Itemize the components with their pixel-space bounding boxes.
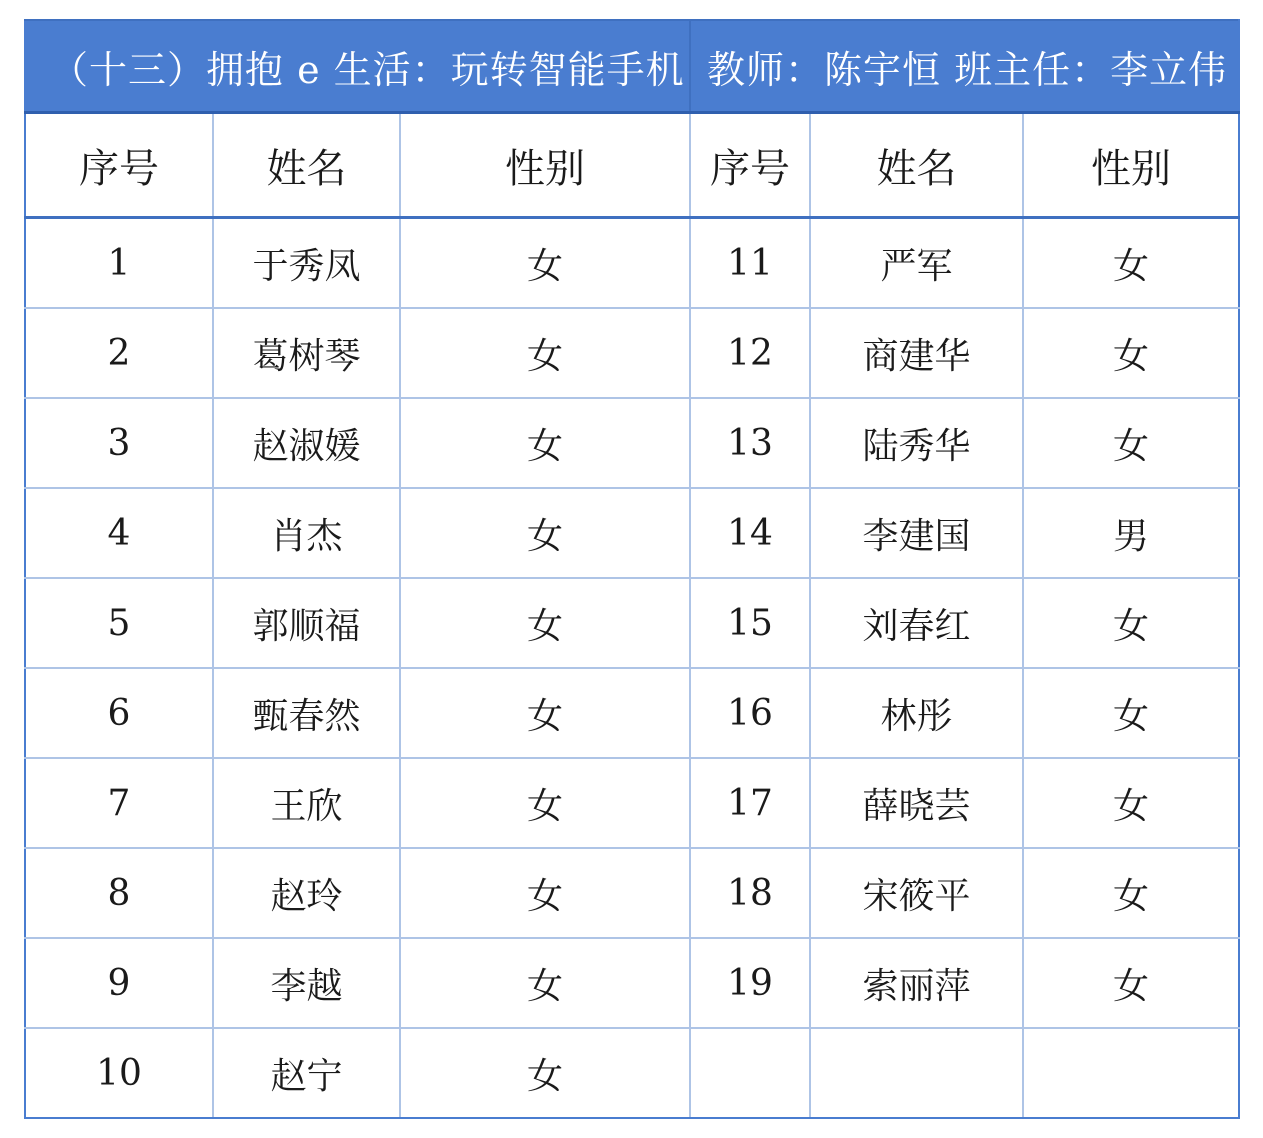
student-gender: 女: [1023, 398, 1239, 488]
student-gender: 女: [1023, 848, 1239, 938]
student-name: 李建国: [810, 488, 1023, 578]
student-name: 赵玲: [213, 848, 400, 938]
student-name: 赵淑媛: [213, 398, 400, 488]
student-name: 林彤: [810, 668, 1023, 758]
column-header-number: 序号: [25, 113, 213, 218]
student-name: 刘春红: [810, 578, 1023, 668]
title-row: [25, 20, 1239, 113]
staff-info: 教师：陈宇恒 班主任：李立伟: [690, 20, 1239, 113]
table-row: [25, 758, 1239, 848]
table-row: [25, 488, 1239, 578]
student-name: 肖杰: [213, 488, 400, 578]
student-name: 于秀凤: [213, 218, 400, 309]
student-gender: 女: [400, 488, 690, 578]
table-row: [25, 218, 1239, 309]
student-name: 葛树琴: [213, 308, 400, 398]
column-header-row: [25, 113, 1239, 218]
student-name: 甄春然: [213, 668, 400, 758]
student-gender: 女: [400, 848, 690, 938]
student-gender: 女: [1023, 758, 1239, 848]
student-number: 19: [690, 938, 810, 1028]
column-header-number: 序号: [690, 113, 810, 218]
student-number: 7: [25, 758, 213, 848]
student-gender: 男: [1023, 488, 1239, 578]
student-number: 9: [25, 938, 213, 1028]
student-name: 李越: [213, 938, 400, 1028]
student-number: 16: [690, 668, 810, 758]
student-gender: 女: [400, 218, 690, 309]
student-number: 8: [25, 848, 213, 938]
column-header-gender: 性别: [400, 113, 690, 218]
empty-cell: [690, 1028, 810, 1118]
empty-cell: [1023, 1028, 1239, 1118]
table-row: [25, 848, 1239, 938]
table-row: [25, 308, 1239, 398]
student-number: 11: [690, 218, 810, 309]
student-name: 薛晓芸: [810, 758, 1023, 848]
student-number: 17: [690, 758, 810, 848]
student-number: 1: [25, 218, 213, 309]
student-roster-table: [24, 19, 1240, 1119]
table-row: [25, 398, 1239, 488]
student-number: 15: [690, 578, 810, 668]
student-gender: 女: [1023, 938, 1239, 1028]
student-gender: 女: [400, 1028, 690, 1118]
student-name: 严军: [810, 218, 1023, 309]
student-name: 商建华: [810, 308, 1023, 398]
student-gender: 女: [400, 668, 690, 758]
student-gender: 女: [400, 758, 690, 848]
student-gender: 女: [400, 308, 690, 398]
student-gender: 女: [400, 398, 690, 488]
student-gender: 女: [1023, 578, 1239, 668]
student-number: 13: [690, 398, 810, 488]
student-number: 10: [25, 1028, 213, 1118]
table-row: [25, 668, 1239, 758]
table-row: [25, 1028, 1239, 1118]
student-number: 3: [25, 398, 213, 488]
student-gender: 女: [400, 578, 690, 668]
student-name: 宋筱平: [810, 848, 1023, 938]
table-row: [25, 938, 1239, 1028]
student-gender: 女: [1023, 218, 1239, 309]
student-gender: 女: [400, 938, 690, 1028]
column-header-name: 姓名: [213, 113, 400, 218]
column-header-name: 姓名: [810, 113, 1023, 218]
student-name: 陆秀华: [810, 398, 1023, 488]
student-number: 12: [690, 308, 810, 398]
empty-cell: [810, 1028, 1023, 1118]
student-gender: 女: [1023, 308, 1239, 398]
student-number: 5: [25, 578, 213, 668]
student-number: 2: [25, 308, 213, 398]
student-gender: 女: [1023, 668, 1239, 758]
course-title: （十三）拥抱 e 生活：玩转智能手机: [25, 20, 690, 113]
student-number: 6: [25, 668, 213, 758]
column-header-gender: 性别: [1023, 113, 1239, 218]
student-name: 郭顺福: [213, 578, 400, 668]
student-name: 索丽萍: [810, 938, 1023, 1028]
student-number: 14: [690, 488, 810, 578]
student-name: 赵宁: [213, 1028, 400, 1118]
table-row: [25, 578, 1239, 668]
student-number: 18: [690, 848, 810, 938]
student-name: 王欣: [213, 758, 400, 848]
student-number: 4: [25, 488, 213, 578]
